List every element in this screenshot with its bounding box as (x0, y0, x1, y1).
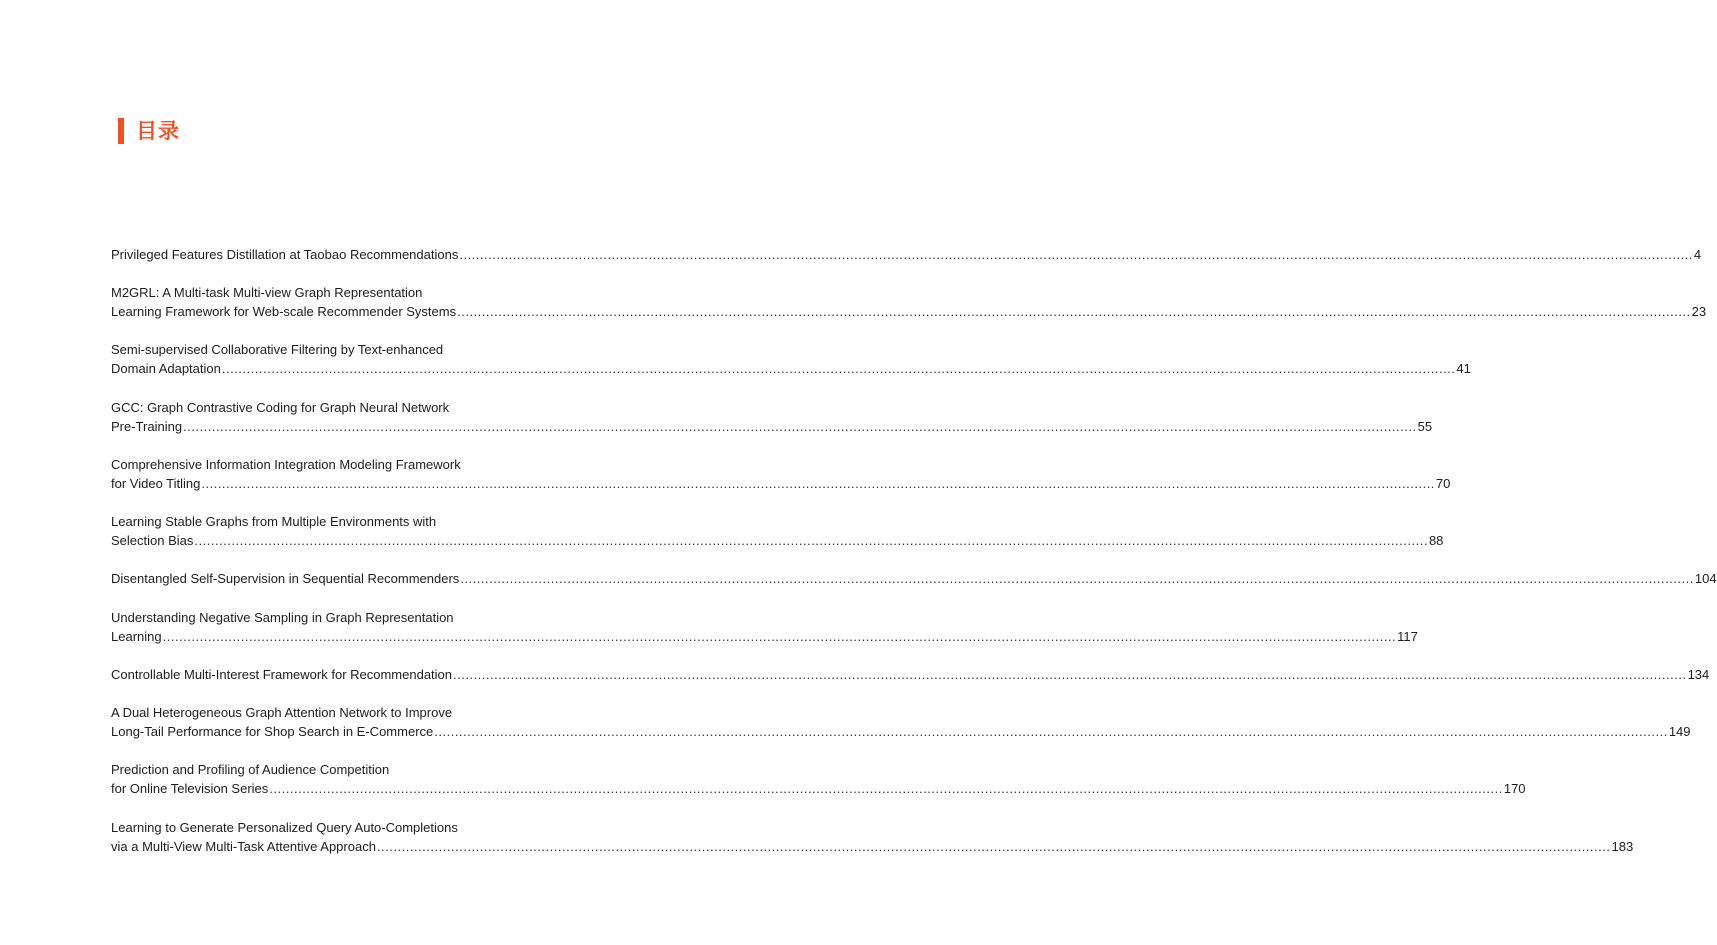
toc-entry-title: Privileged Features Distillation at Taobao Recommendations (111, 247, 459, 262)
toc-page-number: 170 (1503, 781, 1526, 796)
toc-page-number: 134 (1687, 667, 1710, 682)
toc-entry[interactable] (111, 340, 1471, 378)
toc-entry-line (111, 512, 581, 531)
dot-leader: ............................................................................................................................................................................................................................................................................................................ (457, 304, 1691, 319)
dot-leader: ............................................................................................................................................................................................................................................................................................................ (434, 724, 1668, 739)
toc-entry-line (111, 665, 1710, 684)
toc-entry-line (111, 417, 1433, 436)
toc-page-number: 183 (1611, 839, 1634, 854)
dot-leader: ............................................................................................................................................................................................................................................................................................................ (183, 419, 1417, 434)
toc-entry[interactable] (111, 569, 1717, 588)
toc-entry-line (111, 627, 1418, 646)
toc-entry-title: Pre-Training (111, 419, 183, 434)
toc-entry-title: Selection Bias (111, 533, 194, 548)
toc-entry-line (111, 474, 1451, 493)
toc-entry-line (111, 703, 581, 722)
toc-page-number: 4 (1693, 247, 1702, 262)
toc-entry-line (111, 531, 1444, 550)
toc-entry-title: Long-Tail Performance for Shop Search in E-Commerce (111, 724, 434, 739)
toc-entry-line (111, 283, 581, 302)
toc-entry-title: Disentangled Self-Supervision in Sequential Recommenders (111, 571, 460, 586)
toc-entry-title: Prediction and Profiling of Audience Competition (111, 762, 390, 777)
toc-entry-title: Learning to Generate Personalized Query Auto-Completions (111, 820, 458, 835)
toc-page-number: 41 (1456, 361, 1471, 376)
toc-page-number: 117 (1397, 629, 1418, 644)
toc-header (118, 117, 180, 145)
toc-entry-title: Comprehensive Information Integration Modeling Framework (111, 457, 461, 472)
dot-leader: ............................................................................................................................................................................................................................................................................................................ (460, 571, 1694, 586)
toc-entry-line (111, 722, 1691, 741)
toc-entry-title: Controllable Multi-Interest Framework for Recommendation (111, 667, 453, 682)
toc-entry[interactable] (111, 245, 1702, 264)
toc-entry-title: A Dual Heterogeneous Graph Attention Network to Improve (111, 705, 453, 720)
dot-leader: ............................................................................................................................................................................................................................................................................................................ (201, 476, 1435, 491)
dot-leader: ............................................................................................................................................................................................................................................................................................................ (269, 781, 1503, 796)
toc-page-number: 70 (1435, 476, 1451, 491)
toc-entry-title: for Online Television Series (111, 781, 269, 796)
toc-entry[interactable] (111, 398, 1433, 436)
dot-leader: ............................................................................................................................................................................................................................................................................................................ (162, 629, 1397, 644)
toc-entry[interactable] (111, 760, 1526, 798)
toc-entry-title: Understanding Negative Sampling in Graph Representation (111, 610, 454, 625)
toc-entry-line (111, 302, 1707, 321)
toc-entry[interactable] (111, 608, 1418, 646)
toc-entry[interactable] (111, 283, 1707, 321)
toc-entry-line (111, 398, 581, 417)
page-title: 目录 (136, 119, 180, 143)
toc-entry-line (111, 455, 581, 474)
toc-entry-line (111, 779, 1526, 798)
toc-entry-line (111, 569, 1717, 588)
toc-entry-title: Learning Framework for Web-scale Recommender Systems (111, 304, 457, 319)
toc-entry[interactable] (111, 703, 1691, 741)
dot-leader: ............................................................................................................................................................................................................................................................................................................ (453, 667, 1687, 682)
toc-entry-title: Learning Stable Graphs from Multiple Environments with (111, 514, 437, 529)
toc-page-number: 104 (1694, 571, 1717, 586)
dot-leader: ............................................................................................................................................................................................................................................................................................................ (194, 533, 1428, 548)
dot-leader: ............................................................................................................................................................................................................................................................................................................ (376, 839, 1611, 854)
toc-page-number: 88 (1428, 533, 1444, 548)
toc-entry-line (111, 818, 581, 837)
dot-leader: ............................................................................................................................................................................................................................................................................................................ (459, 247, 1693, 262)
toc-entry-line (111, 608, 581, 627)
toc-entry-line (111, 359, 1471, 378)
toc-entry-title: M2GRL: A Multi-task Multi-view Graph Representation (111, 285, 423, 300)
toc-entry[interactable] (111, 818, 1634, 856)
toc-entry-line (111, 760, 581, 779)
toc-entry-title: via a Multi-View Multi-Task Attentive Approach (111, 839, 376, 854)
toc-entry-title: Domain Adaptation (111, 361, 221, 376)
toc-entry-title: Learning (111, 629, 162, 644)
toc-entry[interactable] (111, 665, 1710, 684)
toc-page-number: 23 (1691, 304, 1707, 319)
dot-leader: ............................................................................................................................................................................................................................................................................................................ (221, 361, 1456, 376)
toc-entry-line (111, 245, 1702, 264)
toc-entry-line (111, 340, 581, 359)
toc-entry-title: Semi-supervised Collaborative Filtering by Text-enhanced (111, 342, 444, 357)
title-accent-bar (118, 118, 124, 144)
toc-entry-title: GCC: Graph Contrastive Coding for Graph Neural Network (111, 400, 450, 415)
toc-entry[interactable] (111, 512, 1444, 550)
toc-page-number: 149 (1668, 724, 1691, 739)
toc-page-number: 55 (1417, 419, 1433, 434)
toc-entry[interactable] (111, 455, 1451, 493)
toc-entry-title: for Video Titling (111, 476, 201, 491)
toc-entry-line (111, 837, 1634, 856)
